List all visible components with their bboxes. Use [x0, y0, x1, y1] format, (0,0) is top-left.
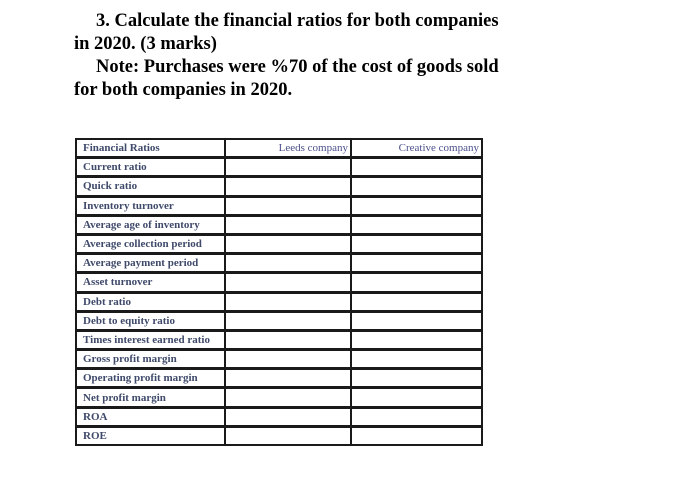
ratio-name-cell: Debt ratio — [76, 292, 225, 311]
question-line-2: in 2020. (3 marks) — [74, 34, 217, 54]
ratio-name-cell: Average age of inventory — [76, 215, 225, 234]
leeds-value-cell[interactable] — [225, 311, 351, 330]
question-line-4: for both companies in 2020. — [74, 80, 293, 100]
table-row — [76, 254, 482, 273]
creative-value-cell[interactable] — [351, 388, 482, 407]
table-row — [76, 292, 482, 311]
ratio-name-cell: Net profit margin — [76, 388, 225, 407]
creative-value-cell[interactable] — [351, 177, 482, 196]
leeds-value-cell[interactable] — [225, 254, 351, 273]
leeds-value-cell[interactable] — [225, 330, 351, 349]
creative-value-cell[interactable] — [351, 234, 482, 253]
leeds-value-cell[interactable] — [225, 426, 351, 445]
table-row — [76, 426, 482, 445]
ratio-name-cell: Asset turnover — [76, 273, 225, 292]
table-row — [76, 330, 482, 349]
question-text — [74, 10, 634, 102]
creative-value-cell[interactable] — [351, 254, 482, 273]
table-row — [76, 234, 482, 253]
header-creative-company: Creative company — [351, 139, 482, 158]
creative-value-cell[interactable] — [351, 158, 482, 177]
leeds-value-cell[interactable] — [225, 273, 351, 292]
ratio-name-cell: ROE — [76, 426, 225, 445]
table-row — [76, 196, 482, 215]
ratio-name-cell: Times interest earned ratio — [76, 330, 225, 349]
question-line-1: 3. Calculate the financial ratios for both companies — [96, 11, 499, 31]
creative-value-cell[interactable] — [351, 426, 482, 445]
leeds-value-cell[interactable] — [225, 407, 351, 426]
ratios-table-body — [76, 139, 482, 445]
creative-value-cell[interactable] — [351, 369, 482, 388]
creative-value-cell[interactable] — [351, 292, 482, 311]
creative-value-cell[interactable] — [351, 330, 482, 349]
leeds-value-cell[interactable] — [225, 234, 351, 253]
ratio-name-cell: Quick ratio — [76, 177, 225, 196]
ratio-name-cell: Average payment period — [76, 254, 225, 273]
table-row — [76, 369, 482, 388]
table-row — [76, 273, 482, 292]
ratio-name-cell: Gross profit margin — [76, 350, 225, 369]
ratio-name-cell: Current ratio — [76, 158, 225, 177]
leeds-value-cell[interactable] — [225, 215, 351, 234]
leeds-value-cell[interactable] — [225, 292, 351, 311]
ratios-table — [75, 138, 483, 446]
creative-value-cell[interactable] — [351, 273, 482, 292]
leeds-value-cell[interactable] — [225, 388, 351, 407]
creative-value-cell[interactable] — [351, 215, 482, 234]
creative-value-cell[interactable] — [351, 196, 482, 215]
table-row — [76, 177, 482, 196]
creative-value-cell[interactable] — [351, 350, 482, 369]
table-row — [76, 158, 482, 177]
table-row — [76, 311, 482, 330]
ratio-name-cell: Debt to equity ratio — [76, 311, 225, 330]
leeds-value-cell[interactable] — [225, 177, 351, 196]
question-line-3: Note: Purchases were %70 of the cost of goods sold — [96, 57, 499, 77]
leeds-value-cell[interactable] — [225, 369, 351, 388]
table-row — [76, 388, 482, 407]
table-row — [76, 215, 482, 234]
ratio-name-cell: ROA — [76, 407, 225, 426]
ratio-name-cell: Average collection period — [76, 234, 225, 253]
creative-value-cell[interactable] — [351, 311, 482, 330]
leeds-value-cell[interactable] — [225, 196, 351, 215]
ratio-name-cell: Operating profit margin — [76, 369, 225, 388]
header-leeds-company: Leeds company — [225, 139, 351, 158]
table-row — [76, 407, 482, 426]
leeds-value-cell[interactable] — [225, 350, 351, 369]
creative-value-cell[interactable] — [351, 407, 482, 426]
table-header-row — [76, 139, 482, 158]
ratio-name-cell: Inventory turnover — [76, 196, 225, 215]
table-row — [76, 350, 482, 369]
header-financial-ratios: Financial Ratios — [76, 139, 225, 158]
leeds-value-cell[interactable] — [225, 158, 351, 177]
